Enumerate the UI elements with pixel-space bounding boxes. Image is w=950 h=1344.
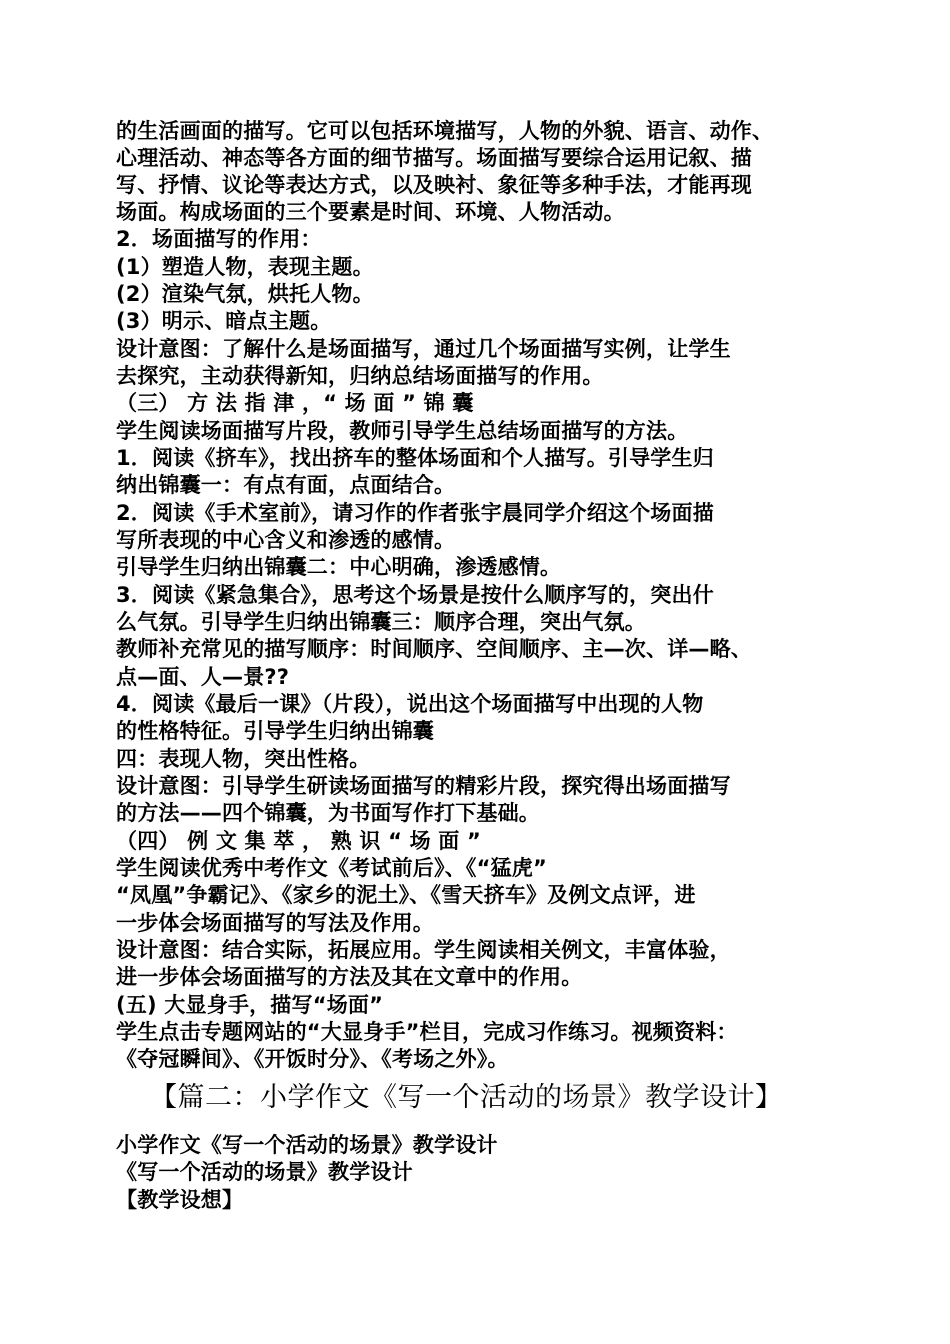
body-line: 一步体会场面描写的写法及作用。	[116, 911, 434, 935]
document-subtitle: 《写一个活动的场景》教学设计	[116, 1160, 413, 1184]
body-line: 《夺冠瞬间》、《开饭时分》、《考场之外》。	[116, 1047, 509, 1071]
list-item: (2）渲染气氛，烘托人物。	[116, 282, 374, 306]
body-line: 设计意图：结合实际，拓展应用。学生阅读相关例文，丰富体验，	[116, 938, 731, 962]
body-line: 去探究，主动获得新知，归纳总结场面描写的作用。	[116, 364, 604, 388]
body-line: 引导学生归纳出锦囊二：中心明确，渗透感情。	[116, 555, 562, 579]
body-line: 学生点击专题网站的“大显身手”栏目，完成习作练习。视频资料：	[116, 1020, 738, 1044]
list-item: (1）塑造人物，表现主题。	[116, 255, 374, 279]
body-line: 4．阅读《最后一课》（片段），说出这个场面描写中出现的人物	[116, 692, 704, 716]
body-line: 2．阅读《手术室前》，请习作的作者张宇晨同学介绍这个场面描	[116, 501, 714, 525]
body-line: 的生活画面的描写。它可以包括环境描写，人物的外貌、语言、动作、	[116, 119, 774, 143]
body-line: 写、抒情、议论等表达方式，以及映衬、象征等多种手法，才能再现	[116, 173, 752, 197]
body-line: 1．阅读《挤车》，找出挤车的整体场面和个人描写。引导学生归	[116, 446, 714, 470]
body-line: 设计意图：了解什么是场面描写，通过几个场面描写实例，让学生	[116, 337, 731, 361]
subsection-heading: （三） 方 法 指 津 ，“ 场 面 ” 锦 囊	[116, 391, 474, 415]
body-line: 设计意图：引导学生研读场面描写的精彩片段，探究得出场面描写	[116, 774, 731, 798]
subsection-heading: (五) 大显身手，描写“场面”	[116, 993, 384, 1017]
body-line: 么气氛。引导学生归纳出锦囊三：顺序合理，突出气氛。	[116, 610, 646, 634]
body-line: 点—面、人—景??	[116, 665, 290, 689]
body-line: “凤凰”争霸记》、《家乡的泥土》、《雪天挤车》及例文点评，进	[116, 883, 696, 907]
body-line: 学生阅读场面描写片段，教师引导学生总结场面描写的方法。	[116, 419, 689, 443]
section-heading: 【篇二：小学作文《写一个活动的场景》教学设计】	[150, 1082, 783, 1113]
body-line: 四：表现人物，突出性格。	[116, 747, 371, 771]
body-line: 场面。构成场面的三个要素是时间、环境、人物活动。	[116, 200, 625, 224]
body-line: 进一步体会场面描写的方法及其在文章中的作用。	[116, 965, 583, 989]
body-line: 的方法——四个锦囊，为书面写作打下基础。	[116, 801, 540, 825]
list-item: (3）明示、暗点主题。	[116, 309, 332, 333]
body-line: 教师补充常见的描写顺序：时间顺序、空间顺序、主—次、详—略、	[116, 637, 752, 661]
body-line: 的性格特征。引导学生归纳出锦囊	[116, 719, 434, 743]
document-title: 小学作文《写一个活动的场景》教学设计	[116, 1133, 498, 1157]
body-line: 写所表现的中心含义和渗透的感情。	[116, 528, 456, 552]
body-line: 心理活动、神态等各方面的细节描写。场面描写要综合运用记叙、描	[116, 146, 752, 170]
subsection-heading: （四） 例 文 集 萃 ， 熟 识 “ 场 面 ”	[116, 829, 482, 853]
body-line: 2．场面描写的作用：	[116, 227, 322, 251]
subsection-heading: 【教学设想】	[116, 1188, 244, 1212]
body-line: 3．阅读《紧急集合》，思考这个场景是按什么顺序写的，突出什	[116, 583, 714, 607]
body-line: 学生阅读优秀中考作文《考试前后》、《“猛虎”	[116, 856, 548, 880]
body-line: 纳出锦囊一：有点有面，点面结合。	[116, 473, 456, 497]
